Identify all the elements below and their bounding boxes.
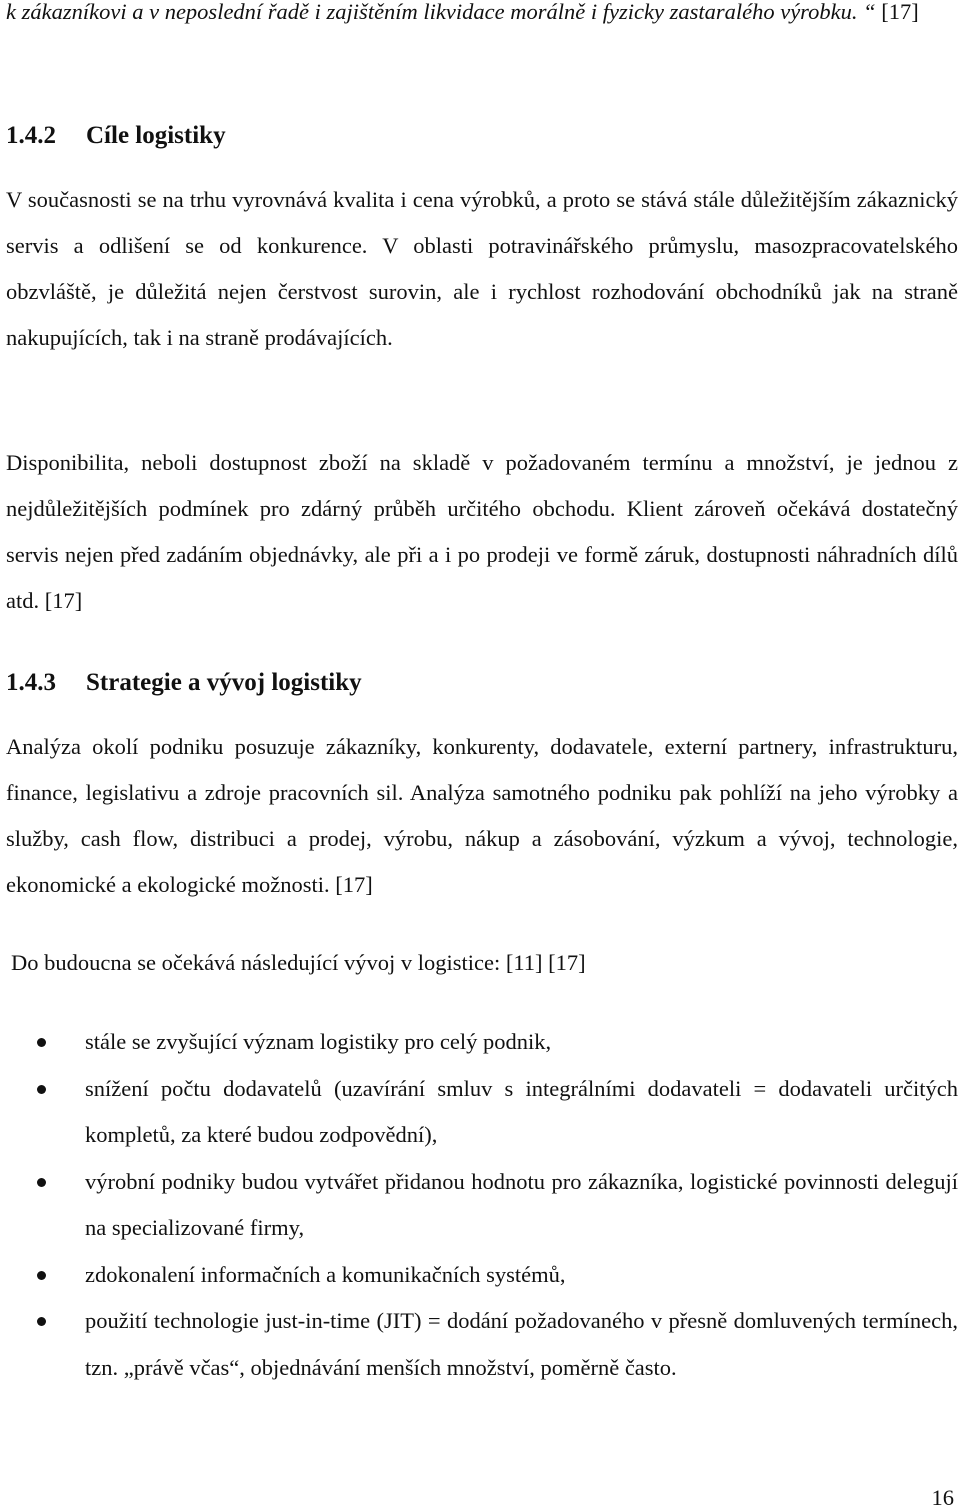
list-item	[0, 1159, 960, 1252]
bullet-icon	[37, 1317, 46, 1326]
bullet-icon	[37, 1271, 46, 1280]
list-item	[0, 1019, 960, 1066]
section-number: 1.4.3	[6, 669, 56, 696]
page-number: 16	[931, 1485, 954, 1510]
intro-paragraph	[6, 0, 958, 35]
list-item-text: použití technologie just-in-time (JIT) = dodání požadovaného v přesně domluvených termínech, tzn. „právě včas“, objednávání menších množství, poměrně často.	[85, 1308, 958, 1380]
list-item-text: výrobní podniky budou vytvářet přidanou hodnotu pro zákazníka, logistické povinnosti delegují na specializované firmy,	[85, 1168, 958, 1240]
list-item-text: snížení počtu dodavatelů (uzavírání smluv s integrálními dodavateli = dodavateli určitých kompletů, za které budou zodpovědní),	[85, 1075, 958, 1147]
section-heading-strategie	[6, 667, 362, 699]
paragraph-cile-2: Disponibilita, neboli dostupnost zboží na skladě v požadovaném termínu a množství, je jednou z nejdůležitějších podmínek pro zdárný průběh určitého obchodu. Klient zároveň očekává dostatečný servis nejen před zadáním objednávky, ale při a i po prodeji ve formě záruk, dostupnosti náhradních dílů atd. [17]	[6, 450, 958, 613]
bullet-icon	[37, 1085, 46, 1094]
section-title: Strategie a vývoj logistiky	[86, 669, 362, 696]
list-item	[0, 1298, 960, 1391]
section-number: 1.4.2	[6, 122, 56, 149]
intro-citation: [17]	[875, 0, 919, 24]
paragraph-strategie-1: Analýza okolí podniku posuzuje zákazníky, konkurenty, dodavatele, externí partnery, infrastrukturu, finance, legislativu a zdroje pracovních sil. Analýza samotného podniku pak pohlíží na jeho výrobky a služby, cash flow, distribuci a prodej, výrobu, nákup a zásobování, výzkum a vývoj, technologie, ekonomické a ekologické možnosti. [17]	[6, 734, 958, 897]
list-item	[0, 1066, 960, 1159]
bullet-icon	[37, 1038, 46, 1047]
list-item-text: stále se zvyšující význam logistiky pro celý podnik,	[85, 1029, 552, 1054]
section-heading-cile-logistiky	[6, 120, 226, 152]
bullet-icon	[37, 1178, 46, 1187]
development-list	[0, 1019, 960, 1391]
list-item-text: zdokonalení informačních a komunikačních systémů,	[85, 1261, 566, 1287]
list-item	[0, 1252, 960, 1299]
list-intro: Do budoucna se očekává následující vývoj v logistice: [11] [17]	[11, 950, 586, 975]
paragraph-cile-1: V současnosti se na trhu vyrovnává kvalita i cena výrobků, a proto se stává stále důležitějším zákaznický servis a odlišení se od konkurence. V oblasti potravinářského průmyslu, masozpracovatelského obzvláště, je důležitá nejen čerstvost surovin, ale i rychlost rozhodování obchodníků jak na straně nakupujících, tak i na straně prodávajících.	[6, 187, 958, 350]
section-title: Cíle logistiky	[86, 122, 226, 149]
intro-quote-text: k zákazníkovi a v neposlední řadě i zajištěním likvidace morálně i fyzicky zastaralého výrobku. “	[6, 0, 876, 24]
